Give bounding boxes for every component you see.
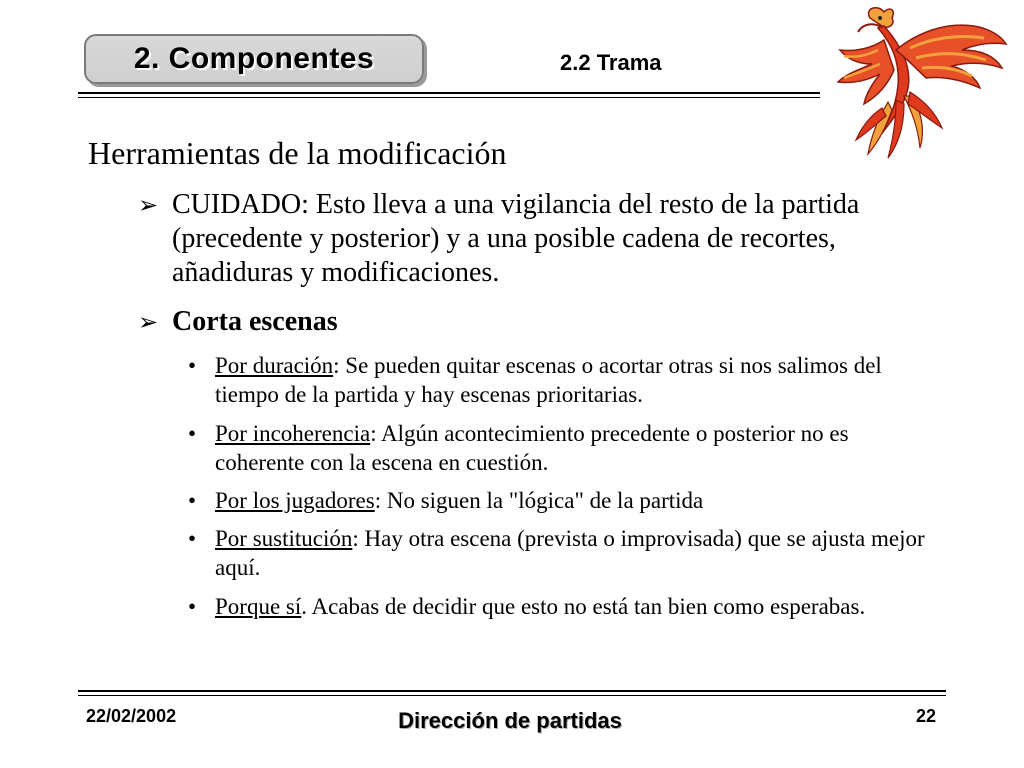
sub-bullet-incoherencia [188, 419, 933, 477]
dot-bullet-icon: • [188, 353, 197, 378]
dot-bullet-icon: • [188, 594, 197, 619]
sub-bullet-detail: : Hay otra escena (prevista o improvisada) que se ajusta mejor aquí. [215, 526, 925, 580]
dot-bullet-icon: • [188, 526, 197, 551]
header-divider-top [78, 92, 820, 94]
sub-bullet-text [215, 486, 933, 515]
phoenix-icon [834, 4, 1009, 162]
footer-divider-bottom [78, 695, 946, 696]
section-title-box [84, 34, 424, 84]
page-number: 22 [916, 706, 937, 726]
sub-bullet-detail: : No siguen la "lógica" de la partida [374, 488, 704, 513]
sub-bullet-jugadores [188, 486, 933, 515]
sub-bullet-sustitucion [188, 524, 933, 582]
sub-bullet-porque-si [188, 592, 933, 621]
sub-bullet-detail: . Acabas de decidir que esto no está tan bien como esperabas. [301, 594, 866, 619]
subsection-title: 2.2 Trama [560, 50, 662, 75]
sub-bullet-text [215, 419, 933, 477]
bullet-cuidado [138, 188, 938, 290]
sub-bullet-term: Por incoherencia [215, 421, 371, 446]
arrow-bullet-icon: ➢ [138, 191, 159, 219]
arrow-bullet-icon: ➢ [138, 308, 159, 336]
bullet-text: Corta escenas [172, 306, 338, 337]
footer-divider-top [78, 690, 946, 692]
footer-date: 22/02/2002 [86, 706, 177, 726]
slide-heading: Herramientas de la modificación [88, 135, 507, 171]
sub-bullet-term: Por sustitución [215, 526, 353, 551]
bullet-corta-escenas [138, 305, 938, 339]
sub-bullet-term: Por duración [215, 353, 334, 378]
dot-bullet-icon: • [188, 421, 197, 446]
section-title: 2. Componentes [133, 42, 375, 75]
sub-bullet-text [215, 592, 933, 621]
dot-bullet-icon: • [188, 488, 197, 513]
sub-bullet-duracion [188, 351, 933, 409]
sub-bullet-text [215, 351, 933, 409]
footer-title: Dirección de partidas [398, 708, 622, 733]
sub-bullet-text [215, 524, 933, 582]
bullet-text: CUIDADO: Esto lleva a una vigilancia del resto de la partida (precedente y posterior) y a una posible cadena de recortes, añadiduras y modificaciones. [172, 189, 860, 288]
header-divider-bottom [78, 97, 820, 98]
sub-bullet-detail: : Se pueden quitar escenas o acortar otras si nos salimos del tiempo de la partida y hay escenas prioritarias. [215, 353, 882, 407]
sub-bullet-detail: : Algún acontecimiento precedente o posterior no es coherente con la escena en cuestión. [215, 421, 849, 475]
sub-bullet-term: Porque sí [215, 594, 302, 619]
sub-bullet-term: Por los jugadores [215, 488, 375, 513]
